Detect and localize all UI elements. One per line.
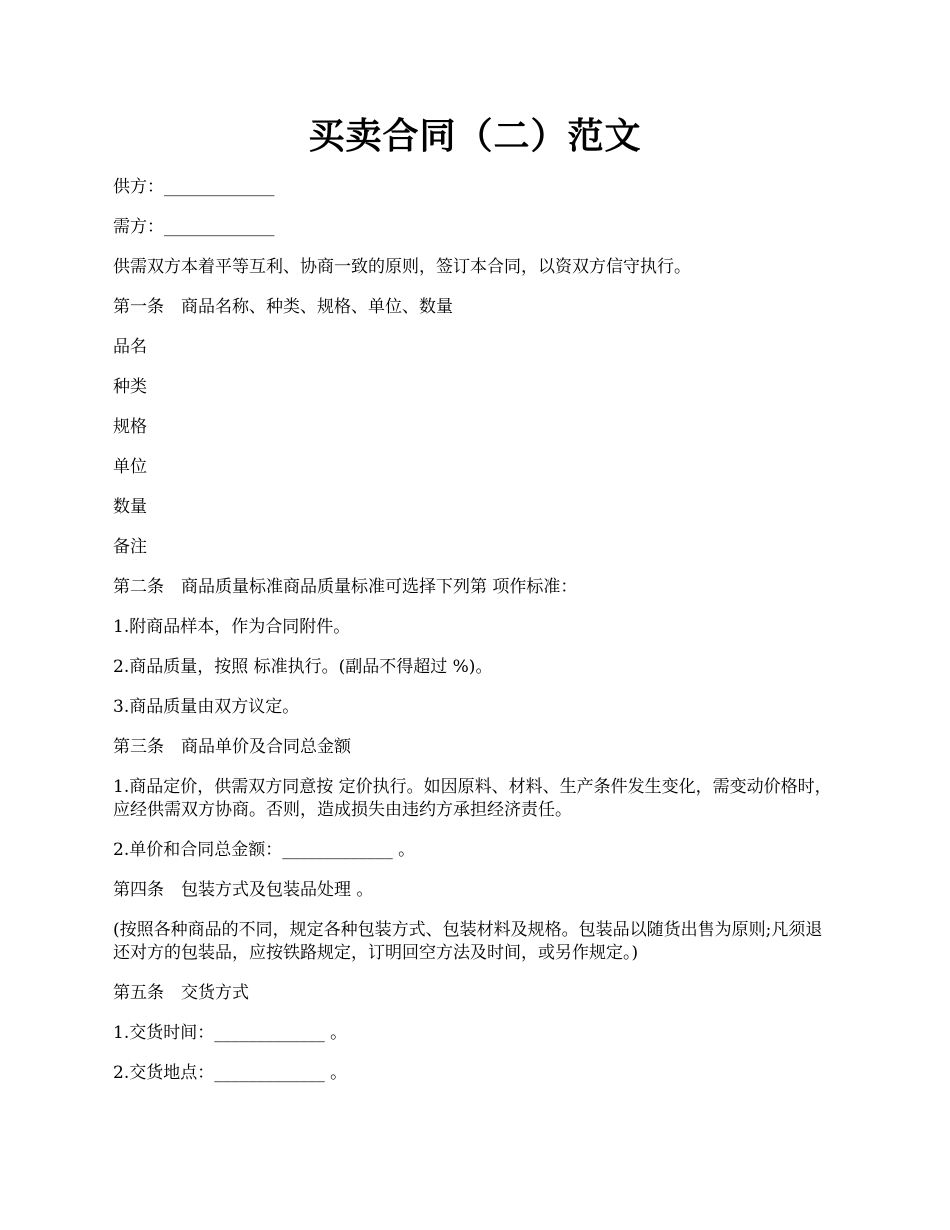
field-quantity: 数量 bbox=[113, 497, 147, 517]
article-4-heading: 第四条 包装方式及包装品处理 。 bbox=[113, 880, 374, 900]
field-unit: 单位 bbox=[113, 457, 147, 477]
document-body bbox=[113, 176, 833, 1102]
article-3-item-1: 1.商品定价，供需双方同意按 定价执行。如因原料、材料、生产条件发生变化，需变动价格时，应经供需双方协商。否则，造成损失由违约方承担经济责任。 bbox=[113, 777, 832, 820]
article-2-heading: 第二条 商品质量标准商品质量标准可选择下列第 项作标准： bbox=[113, 577, 578, 597]
article-3-item-2: 2.单价和合同总金额：_____________ 。 bbox=[113, 840, 416, 860]
article-3-heading: 第三条 商品单价及合同总金额 bbox=[113, 737, 351, 757]
article-5-item-1: 1.交货时间：_____________ 。 bbox=[113, 1023, 348, 1043]
article-2-item-2: 2.商品质量，按照 标准执行。(副品不得超过 %)。 bbox=[113, 657, 493, 677]
buyer-line: 需方：_____________ bbox=[113, 217, 275, 237]
article-2-item-1: 1.附商品样本，作为合同附件。 bbox=[113, 617, 351, 637]
article-4-note: (按照各种商品的不同，规定各种包装方式、包装材料及规格。包装品以随货出售为原则;凡须退还对方的包装品，应按铁路规定，订明回空方法及时间，或另作规定。) bbox=[113, 920, 823, 963]
article-5-item-2: 2.交货地点：_____________ 。 bbox=[113, 1063, 348, 1083]
document-title: 买卖合同（二）范文 bbox=[308, 115, 642, 157]
field-remarks: 备注 bbox=[113, 537, 147, 557]
article-2-item-3: 3.商品质量由双方议定。 bbox=[113, 697, 300, 717]
supplier-line: 供方：_____________ bbox=[113, 177, 275, 197]
field-product-name: 品名 bbox=[113, 337, 147, 357]
field-specification: 规格 bbox=[113, 417, 147, 437]
article-1-heading: 第一条 商品名称、种类、规格、单位、数量 bbox=[113, 297, 453, 317]
preamble: 供需双方本着平等互利、协商一致的原则，签订本合同，以资双方信守执行。 bbox=[113, 257, 691, 277]
article-5-heading: 第五条 交货方式 bbox=[113, 983, 249, 1003]
field-category: 种类 bbox=[113, 377, 147, 397]
